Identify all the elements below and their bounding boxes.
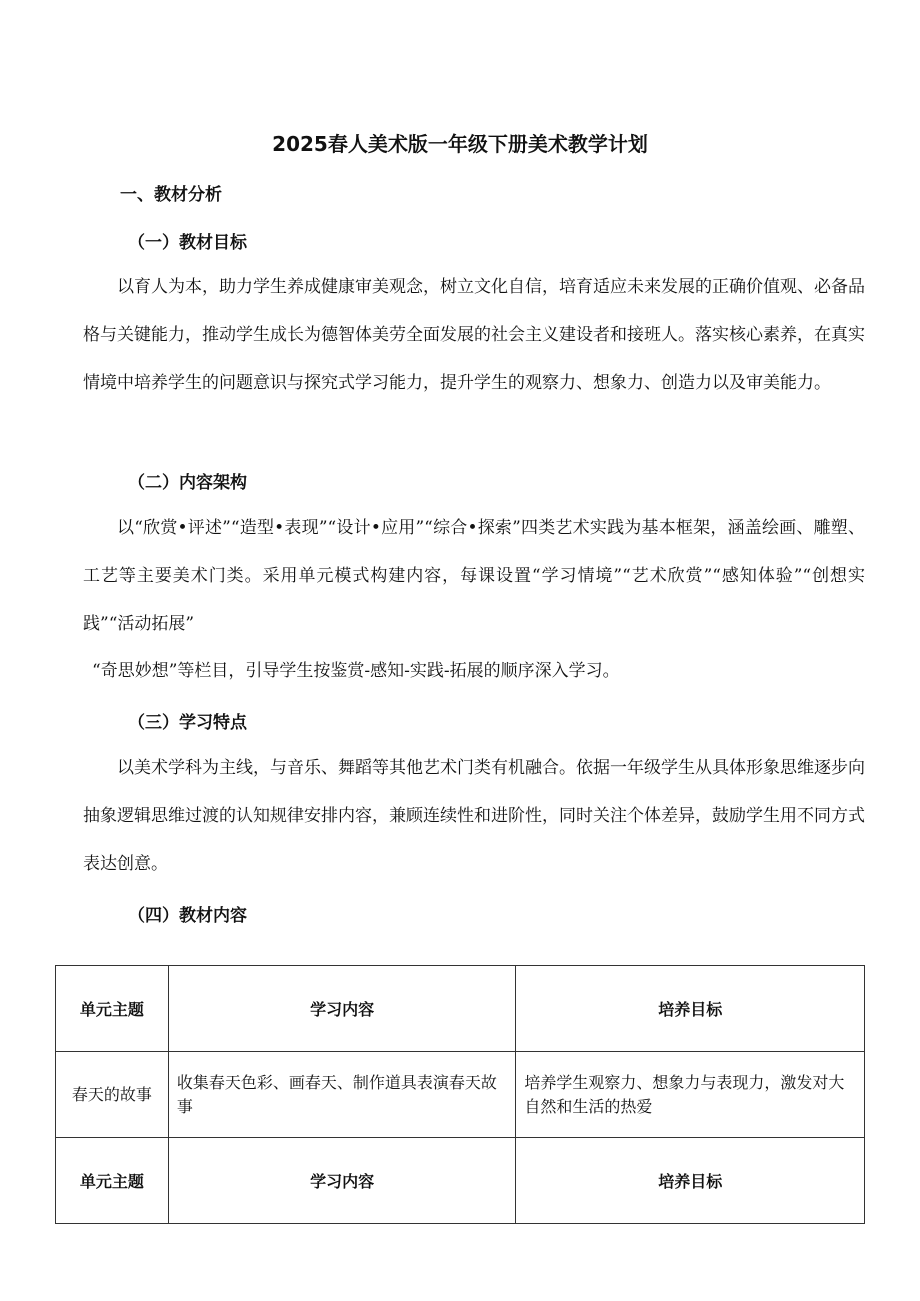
section-heading-textbook-analysis: 一、教材分析 (120, 185, 222, 205)
cell-empty (168, 1224, 516, 1225)
header-learning-content-repeat: 学习内容 (168, 1138, 516, 1224)
document-title: 2025春人美术版一年级下册美术教学计划 (272, 132, 648, 156)
cell-unit-theme: 春天的故事 (56, 1052, 169, 1138)
subheading-textbook-content: （四）教材内容 (128, 906, 247, 926)
subheading-textbook-goals: （一）教材目标 (128, 233, 247, 253)
table-header-row-repeat (56, 1138, 865, 1224)
table-row-empty (56, 1224, 865, 1225)
paragraph-learning-features: 以美术学科为主线，与音乐、舞蹈等其他艺术门类有机融合。依据一年级学生从具体形象思维逐步向抽象逻辑思维过渡的认知规律安排内容，兼顾连续性和进阶性，同时关注个体差异，鼓励学生用不同方式表达创意。 (83, 758, 865, 874)
paragraph-textbook-goals: 以育人为本，助力学生养成健康审美观念，树立文化自信，培育适应未来发展的正确价值观、必备品格与关键能力，推动学生成长为德智体美劳全面发展的社会主义建设者和接班人。落实核心素养，在真实情境中培养学生的问题意识与探究式学习能力，提升学生的观察力、想象力、创造力以及审美能力。 (83, 277, 865, 393)
header-unit-theme-repeat: 单元主题 (56, 1138, 169, 1224)
subheading-learning-features: （三）学习特点 (128, 713, 247, 733)
cell-empty (516, 1224, 865, 1225)
cell-learning-content: 收集春天色彩、画春天、制作道具表演春天故事 (168, 1052, 516, 1138)
paragraph-content-structure: 以“欣赏•评述”“造型•表现”“设计•应用”“综合•探索”四类艺术实践为基本框架，涵盖绘画、雕塑、工艺等主要美术门类。采用单元模式构建内容，每课设置“学习情境”“艺术欣赏”“感知体验”“创想实践”“活动拓展” (83, 518, 865, 634)
header-training-goals: 培养目标 (516, 966, 865, 1052)
cell-empty (56, 1224, 169, 1225)
content-table (55, 965, 865, 1224)
header-learning-content: 学习内容 (168, 966, 516, 1052)
paragraph-content-structure-continued: “奇思妙想”等栏目，引导学生按鉴赏-感知-实践-拓展的顺序深入学习。 (92, 661, 620, 681)
cell-training-goals: 培养学生观察力、想象力与表现力，激发对大自然和生活的热爱 (516, 1052, 865, 1138)
table-header-row (56, 966, 865, 1052)
header-training-goals-repeat: 培养目标 (516, 1138, 865, 1224)
header-unit-theme: 单元主题 (56, 966, 169, 1052)
table-row (56, 1052, 865, 1138)
subheading-content-structure: （二）内容架构 (128, 473, 247, 493)
